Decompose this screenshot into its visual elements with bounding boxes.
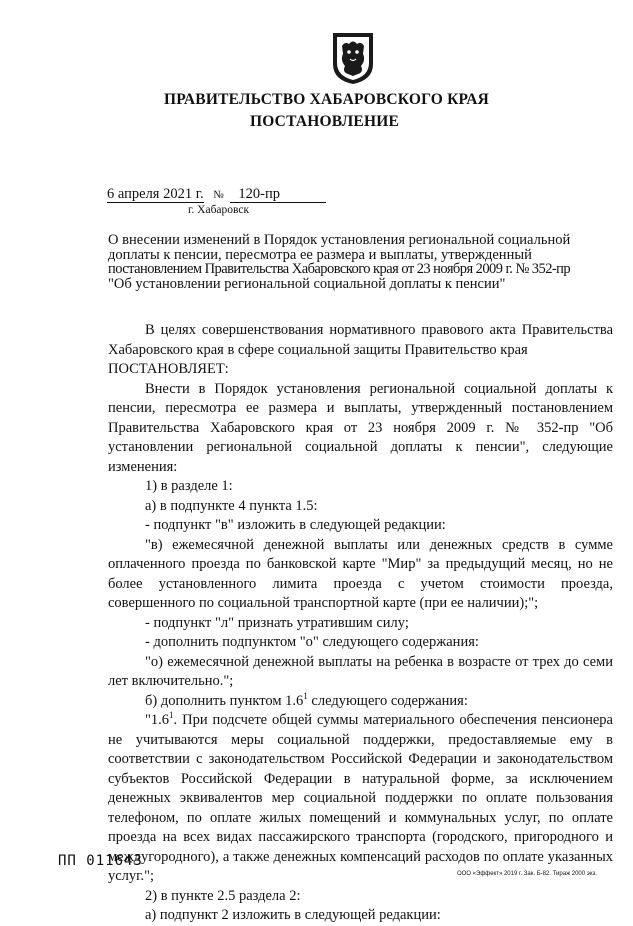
document-body: [108, 321, 613, 926]
paragraph: 2) в пункте 2.5 раздела 2:: [145, 887, 301, 904]
paragraph: Внести в Порядок установления региональной социальной доплаты к пенсии, пересмотра ее размера и выплаты, утвержденный постановлением Правительства Хабаровского края от 23 ноября 2009 г. № 352-пр "Об установлении региональной социальной доплаты к пенсии", следующие изменения:: [108, 380, 613, 475]
paragraph: а) подпункт 2 изложить в следующей редакции:: [145, 907, 441, 923]
paragraph: [108, 692, 613, 712]
subject-line: "Об установлении региональной социальной доплаты к пенсии": [108, 275, 506, 292]
document-subject: [108, 233, 613, 291]
paragraph: - подпункт "в" изложить в следующей редакции:: [145, 517, 446, 533]
paragraph: ПОСТАНОВЛЯЕТ:: [108, 361, 229, 377]
date-number-line: [107, 186, 326, 203]
paragraph: - подпункт "л" признать утратившим силу;: [145, 614, 409, 631]
subject-line: О внесении изменений в Порядок установления региональной социальной: [108, 232, 571, 248]
city: г. Хабаровск: [188, 204, 250, 216]
government-title: ПРАВИТЕЛЬСТВО ХАБАРОВСКОГО КРАЯ: [163, 91, 490, 108]
document-date: 6 апреля 2021 г.: [107, 186, 204, 202]
paragraph-text: б) дополнить пунктом 1.6: [145, 692, 304, 709]
paragraph-text: . При подсчете общей суммы материального обеспечения пенсионера не учитываются меры социальной поддержки, предоставляемые ему в соответствии с законодательством Российской Федерации и законодательством субъектов Российской Федерации в натуральной форме, за исключением денежных эквивалентов мер социальной поддержки по оплате пользования телефоном, по оплате жилых помещений и коммунальных услуг, по оплате проезда на всех видах пассажирского транспорта (городского, пригородного и междугородного), а также денежных компенсаций расходов по оплате указанных услуг.";: [108, 712, 613, 884]
paragraph: - дополнить подпунктом "о" следующего содержания:: [145, 634, 479, 650]
subject-line: доплаты к пенсии, пересмотра ее размера и выплаты, утвержденный: [108, 246, 532, 263]
document-number: 120-пр: [230, 187, 326, 203]
paragraph-text: следующего содержания:: [307, 692, 468, 709]
superscript: 1: [169, 710, 174, 721]
coat-of-arms-emblem: [330, 30, 376, 86]
paragraph: [108, 711, 613, 887]
number-sign: №: [213, 189, 224, 201]
paragraph: 1) в разделе 1:: [145, 478, 233, 494]
paragraph: а) в подпункте 4 пункта 1.5:: [145, 497, 318, 514]
paragraph: "о) ежемесячной денежной выплаты на ребенка в возрасте от трех до семи лет включительно.";: [108, 653, 613, 689]
printer-imprint: ООО «Эффект» 2019 г. Зак. Б-82. Тираж 2000 экз.: [457, 871, 597, 877]
subject-line: постановлением Правительства Хабаровского края от 23 ноября 2009 г. № 352-пр: [108, 261, 571, 277]
paragraph-text: "1.6: [145, 712, 170, 728]
superscript: 1: [303, 690, 308, 701]
form-serial-number: ПП 011643: [58, 853, 143, 869]
paragraph: "в) ежемесячной денежной выплаты или денежных средств в сумме оплаченного проезда по банковской карте "Мир" за предыдущий месяц, но не более установленного лимита проезда с учетом стоимости проезда, совершенного по социальной транспортной карте (при ее наличии);";: [108, 536, 613, 611]
document-type: ПОСТАНОВЛЕНИЕ: [249, 113, 400, 130]
paragraph: В целях совершенствования нормативного правового акта Правительства Хабаровского края в сфере социальной защиты Правительство края: [108, 322, 613, 358]
